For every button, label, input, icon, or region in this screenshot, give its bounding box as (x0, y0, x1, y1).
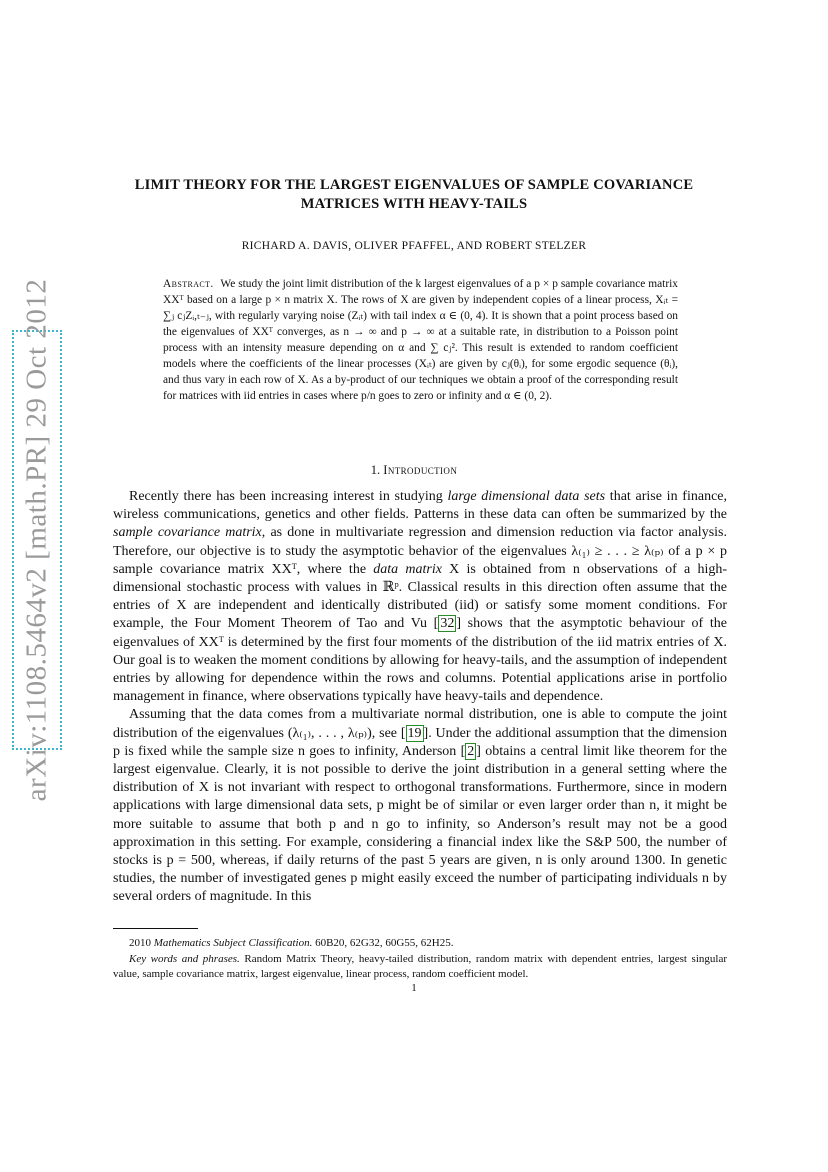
text-run: that arise in finance, wireless communications, genetics and other fields. Patterns in these data can often be summarized by the (113, 489, 727, 523)
text-run: 2010 (129, 937, 154, 949)
arxiv-stamp (12, 278, 62, 802)
abstract (163, 276, 678, 404)
footnotes (113, 936, 727, 983)
abstract-text: We study the joint limit distribution of the k largest eigenvalues of a p × p sample covariance matrix XXᵀ based on a large p × n matrix X. The rows of X are given by independent copies of a linear process, Xᵢₜ = ∑ⱼ cⱼZᵢ,ₜ₋ⱼ, with regularly varying noise (Zᵢₜ) with tail index α ∈ (0, 4). It is shown that a point process based on the eigenvalues of XXᵀ converges, as n → ∞ and p → ∞ at a suitable rate, in distribution to a Poisson point process with an intensity measure depending on α and ∑ cⱼ². This result is extended to random coefficient models where the coefficients of the linear processes (Xᵢₜ) are given by cⱼ(θᵢ), for some ergodic sequence (θᵢ), and thus vary in each row of X. As a by-product of our techniques we obtain a proof of the corresponding result for matrices with iid entries in cases where p/n goes to zero or infinity and α ∈ (0, 2). (163, 278, 678, 402)
section-title: Introduction (383, 463, 458, 477)
text-run: ] obtains a central limit like theorem for the largest eigenvalue. Clearly, it is not possible to derive the joint distribution in a general setting where the distribution of X is not invariant with respect to orthogonal transformations. Furthermore, since in modern applications with large dimensional data sets, p might be of similar or even larger order than n, it might be more suitable to assume that both p and n go to infinity, so Anderson’s result may not be a good approximation in this setting. For example, considering a financial index like the S&P 500, the number of stocks is p = 500, whereas, if daily returns of the past 5 years are given, n is only around 1300. In genetic studies, the number of investigated genes p might easily exceed the number of participating individuals n by several orders of magnitude. In this (113, 743, 728, 905)
title-line-1: LIMIT THEORY FOR THE LARGEST EIGENVALUES OF SAMPLE COVARIANCE (134, 177, 694, 193)
emphasis: sample covariance matrix (113, 525, 262, 541)
text-run: ]. Under the additional assumption that the dimension p is fixed while the sample size n goes to infinity, Anderson [ (113, 725, 727, 759)
emphasis: data matrix (373, 561, 442, 577)
text-run: , as done in multivariate regression and dimension reduction via factor analysis. Therefore, our objective is to study the asymptotic behavior of the eigenvalues λ₍₁₎ ≥ . . . ≥ λ₍ₚ₎ of a p × p sample covariance matrix XXᵀ, where the (113, 525, 727, 577)
keywords-footnote (113, 952, 727, 983)
authors: RICHARD A. DAVIS, OLIVER PFAFFEL, AND ROBERT STELZER (241, 240, 587, 252)
paragraph-2 (113, 706, 727, 906)
section-heading (110, 463, 718, 478)
text-run: X is obtained from n observations of a high-dimensional stochastic process with values in ℝᵖ. Classical results in this direction often assume that the entries of X are independent and identically distributed (iid) or satisfy some moment conditions. For example, the Four Moment Theorem of Tao and Vu [ (113, 561, 728, 632)
text-run: ] shows that the asymptotic behaviour of the eigenvalues of XXᵀ is determined by the first four moments of the distribution of the iid matrix entries of X. Our goal is to weaken the moment conditions by allowing for heavy-tails, and the assumption of independent entries by allowing for dependence within the rows and columns. Potential applications arise in portfolio management in finance, where observations typically have heavy-tails and dependence. (113, 616, 727, 705)
keywords-text: Random Matrix Theory, heavy-tailed distribution, random matrix with dependent entries, largest singular value, sample covariance matrix, largest eigenvalue, linear process, random coefficient model. (113, 952, 727, 980)
emphasis: large dimensional data sets (447, 489, 606, 504)
paragraph-1 (113, 488, 727, 706)
section-number: 1. (370, 463, 381, 477)
keywords-label: Key words and phrases. (129, 952, 240, 965)
abstract-label: Abstract. (163, 278, 214, 290)
citation-link[interactable]: 32 (440, 616, 455, 632)
arxiv-identifier: arXiv:1108.5464v2 [math.PR] 29 Oct 2012 (20, 278, 53, 802)
citation-link[interactable]: 19 (407, 725, 422, 741)
msc-codes: 60B20, 62G32, 60G55, 62H25. (312, 937, 454, 949)
footnote-rule (113, 928, 198, 929)
paper-title (110, 176, 718, 214)
msc-footnote (113, 936, 727, 952)
citation-link[interactable]: 2 (467, 743, 475, 759)
title-line-2: MATRICES WITH HEAVY-TAILS (300, 196, 528, 212)
page-number: 1 (411, 982, 417, 994)
text-run: Assuming that the data comes from a multivariate normal distribution, one is able to compute the joint distribution of the eigenvalues (λ₍₁₎, . . . , λ₍ₚ₎), see [ (113, 707, 727, 741)
body-text (113, 488, 727, 907)
msc-label: Mathematics Subject Classification. (153, 937, 313, 949)
text-run: Recently there has been increasing interest in studying (129, 489, 448, 504)
